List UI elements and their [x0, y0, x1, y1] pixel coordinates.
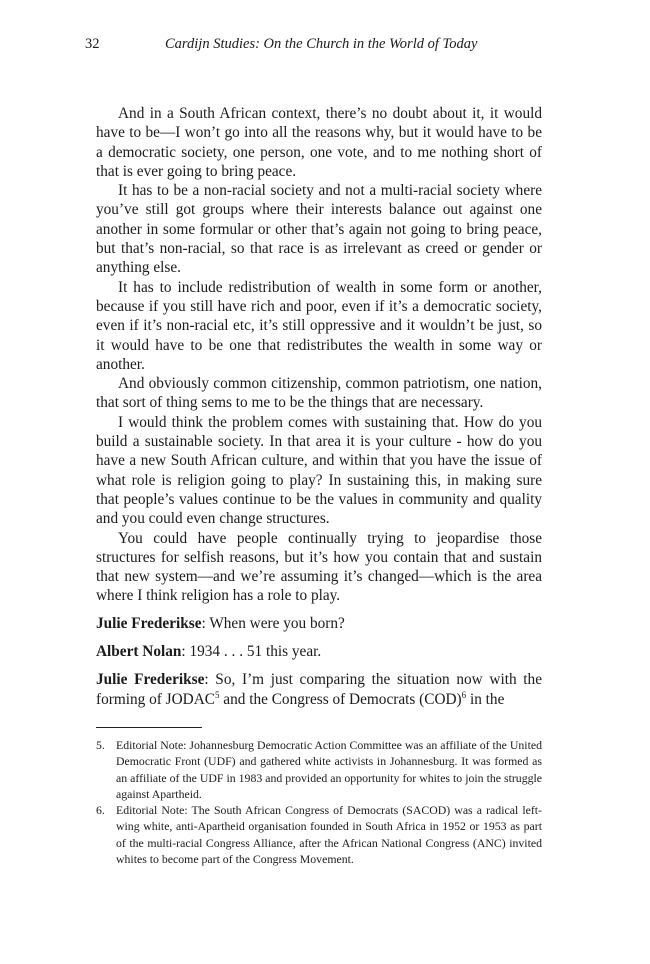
dialogue-line	[96, 642, 542, 661]
footnote-reference[interactable]: 6	[461, 689, 467, 700]
footnote-reference[interactable]: 5	[214, 689, 220, 700]
dialogue-text: : When were you born?	[201, 614, 345, 632]
dialogue-line	[96, 614, 542, 633]
footnote-number: 5.	[96, 738, 105, 752]
footnote-text: Editorial Note: The South African Congress of Democrats (SACOD) was a radical left-wing white, anti-Apartheid organisation founded in South Africa in 1952 or 1953 as part of the multi-racial Congress Alliance, after the African National Congress (ANC) invited whites to become part of the Congress Movement.	[116, 803, 542, 867]
paragraph: It has to be a non-racial society and not a multi-racial society where you’ve still got groups where their interests balance out against one another in some formular or other that’s again not going to bring peace, but that’s non-racial, so that race is as irrelevant as creed or gender or anything else.	[96, 182, 542, 277]
running-header	[85, 36, 545, 56]
footnote	[96, 802, 542, 867]
running-title: Cardijn Studies: On the Church in the World of Today	[165, 36, 478, 52]
footnote-text: Editorial Note: Johannesburg Democratic Action Committee was an affiliate of the United Democratic Front (UDF) and gathered white activists in Johannesburg. It was formed as an affiliate of the UDF in 1983 and provided an opportunity for whites to join the struggle against Apartheid.	[116, 738, 542, 801]
speaker-name: Albert Nolan	[96, 643, 182, 661]
page-number: 32	[85, 36, 100, 52]
footnote-divider	[96, 727, 202, 728]
footnote-number: 6.	[96, 803, 105, 818]
speaker-name: Julie Frederikse	[96, 614, 202, 632]
dialogue-line	[96, 670, 542, 709]
dialogue-text: : 1934 . . . 51 this year.	[181, 643, 322, 661]
dialogue-text: in the	[466, 690, 505, 708]
paragraph: And in a South African context, there’s no doubt about it, it would have to be—I won’t go into all the reasons why, but it would have to be a democratic society, one person, one vote, and to me nothing short of that is ever going to bring peace.	[96, 105, 542, 180]
paragraph: And obviously common citizenship, common patriotism, one nation, that sort of thing sems to me to be the things that are necessary.	[96, 375, 542, 412]
dialogue-text: and the Congress of Democrats (COD)	[219, 690, 462, 708]
paragraph: It has to include redistribution of wealth in some form or another, because if you still have rich and poor, even if it’s a democratic society, even if it’s non-racial etc, it’s still oppressive and it wouldn’t be just, so it would have to be one that redistributes the wealth in some way or another.	[96, 278, 542, 373]
footnotes	[96, 737, 542, 867]
dialogue-text: : So, I’m just comparing the situation now with the forming of JODAC	[96, 671, 542, 708]
speaker-name: Julie Frederikse	[96, 671, 205, 689]
footnote	[96, 737, 542, 802]
paragraph: You could have people continually trying to jeopardise those structures for selfish reasons, but it’s how you contain that and sustain that new system—and we’re assuming it’s changed—which is the area where I think religion has a role to play.	[96, 529, 542, 605]
body-text	[96, 104, 542, 709]
paragraph: I would think the problem comes with sustaining that. How do you build a sustainable society. In that area it is your culture - how do you have a new South African culture, and within that you have the issue of what role is religion going to play? In sustaining this, in making sure that people’s values continue to be the values in community and quality and you could even change structures.	[96, 413, 542, 528]
